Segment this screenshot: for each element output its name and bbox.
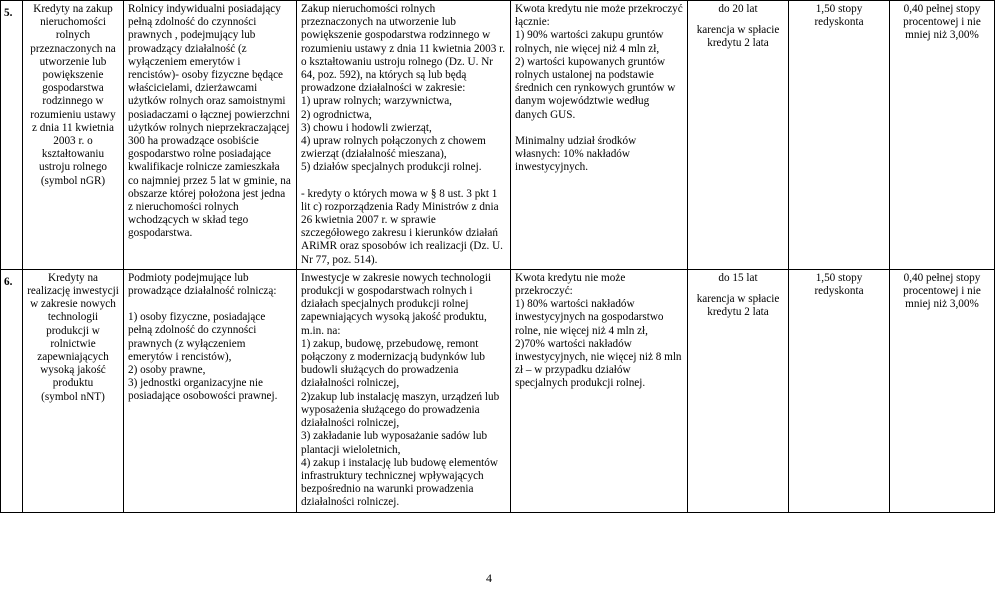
loan-purpose: Zakup nieruchomości rolnych przeznaczonych na utworzenie lub powiększenie gospodarstwa rodzinnego w rozumieniu ustawy z dnia 11 kwietnia 2003 r. o kształtowaniu ustroju rolnego (Dz. U. Nr 64, poz. 592), na których są lub będą prowadzone działalności w zakresie: 1) upraw rolnych; warzywnictwa, 2) ogrodnictwa, 3) chowu i hodowli zwierząt, 4) upraw rolnych połączonych z chowem zwierząt (działalność mieszana), 5) działów specjalnych produkcji rolnej. [301, 3, 506, 174]
eligible-borrowers: 1) osoby fizyczne, posiadające pełną zdolność do czynności prawnych (z wyłączeniem emerytów i rencistów), 2) osoby prawne, 3) jednostki organizacyjne nie posiadające osobowości prawnej. [128, 311, 278, 403]
loan-line-name-cell [23, 269, 124, 512]
interest-rate: 1,50 stopy redyskonta [814, 3, 864, 29]
borrower-rate: 0,40 pełnej stopy procentowej i nie mniej niż 3,00% [903, 271, 981, 311]
interest-rate-cell [789, 269, 890, 512]
loan-purpose-cell [297, 269, 511, 512]
page-number: 4 [486, 571, 492, 585]
borrower-rate-cell [890, 269, 995, 512]
eligible-borrowers: Rolnicy indywidualni posiadający pełną zdolność do czynności prawnych , podejmujący lub prowadzący działalność (z wyłączeniem emerytów i rencistów)- osoby fizyczne będące właścicielami, dzierżawcami użytków rolnych oraz samoistnymi posiadaczami o łącznej powierzchni użytków rolnych nieprzekraczającej 300 ha prowadzące osobiście gospodarstwo rolne posiadające kwalifikacje rolnicze zamieszkała co najmniej przez 5 lat w gminie, na obszarze której położona jest jedna z nieruchomości rolnych wchodzących w skład tego gospodarstwa. [128, 3, 291, 240]
loan-term: do 20 lat [718, 3, 758, 15]
loan-term-cell [688, 269, 789, 512]
loan-term-cell [688, 1, 789, 270]
loan-line-symbol: (symbol nGR) [40, 174, 106, 187]
eligible-borrowers-cell [124, 269, 297, 512]
loan-limit: Kwota kredytu nie może przekroczyć: 1) 80% wartości nakładów inwestycyjnych na gospodarstwo rolne, nie więcej niż 4 mln zł, 2)70% wartości nakładów inwestycyjnych, nie więcej niż 8 mln zł – w przypadku działów specjalnych produkcji rolnej. [515, 271, 682, 390]
loan-purpose-cell [297, 1, 511, 270]
loan-line-symbol: (symbol nNT) [41, 390, 105, 403]
grace-period: karencja w spłacie kredytu 2 lata [696, 24, 780, 50]
interest-rate: 1,50 stopy redyskonta [814, 271, 864, 298]
borrower-rate-cell [890, 1, 995, 270]
table-row [1, 269, 995, 512]
own-contribution: Minimalny udział środków własnych: 10% nakładów inwestycyjnych. [515, 134, 637, 174]
eligible-borrowers-intro: Podmioty podejmujące lub prowadzące działalność rolniczą: [128, 271, 277, 298]
grace-period: karencja w spłacie kredytu 2 lata [696, 293, 780, 319]
eligible-borrowers-cell [124, 1, 297, 270]
loan-line-name: Kredyty na zakup nieruchomości rolnych przeznaczonych na utworzenie lub powiększenie gospodarstwa rodzinnego w rozumieniu ustawy z dnia 11 kwietnia 2003 r. o kształtowaniu ustroju rolnego [30, 3, 116, 174]
loan-limit-cell [511, 269, 688, 512]
loan-line-name-cell [23, 1, 124, 270]
loan-limit-cell [511, 1, 688, 270]
loan-purpose: Inwestycje w zakresie nowych technologii produkcji w gospodarstwach rolnych i działach specjalnych produkcji rolnej zapewniających wysoką jakość produktu, m.in. na: 1) zakup, budowę, przebudowę, remont połączony z modernizacją budynków lub budowli służących do prowadzenia działalności rolniczej, 2)zakup lub instalację maszyn, urządzeń lub wyposażenia służącego do prowadzenia działalności rolniczej, 3) zakładanie lub wyposażanie sadów lub plantacji wieloletnich, 4) zakup i instalację lub budowę elementów infrastruktury technicznej wpływających bezpośrednio na warunki prowadzenia działalności rolniczej. [301, 271, 500, 509]
row-number: 5. [1, 1, 23, 270]
loan-term: do 15 lat [718, 271, 758, 284]
interest-rate-cell [789, 1, 890, 270]
borrower-rate: 0,40 pełnej stopy procentowej i nie mniej niż 3,00% [903, 3, 981, 42]
loan-line-name: Kredyty na realizację inwestycji w zakresie nowych technologii produkcji w rolnictwie zapewniających wysoką jakość produktu [27, 271, 119, 390]
table-row [1, 1, 995, 270]
loan-limit: Kwota kredytu nie może przekroczyć łącznie: 1) 90% wartości zakupu gruntów rolnych, nie więcej niż 4 mln zł, 2) wartości kupowanych gruntów rolnych ustalonej na podstawie średnich cen rynkowych gruntów w danym województwie według danych GUS. [515, 3, 683, 121]
loan-purpose-note: - kredyty o których mowa w § 8 ust. 3 pkt 1 lit c) rozporządzenia Rady Ministrów z dnia 26 kwietnia 2007 r. w sprawie szczegółowego zakresu i kierunków działań ARiMR oraz sposobów ich realizacji (Dz. U. Nr 77, poz. 514). [301, 187, 503, 266]
row-number: 6. [1, 269, 23, 512]
